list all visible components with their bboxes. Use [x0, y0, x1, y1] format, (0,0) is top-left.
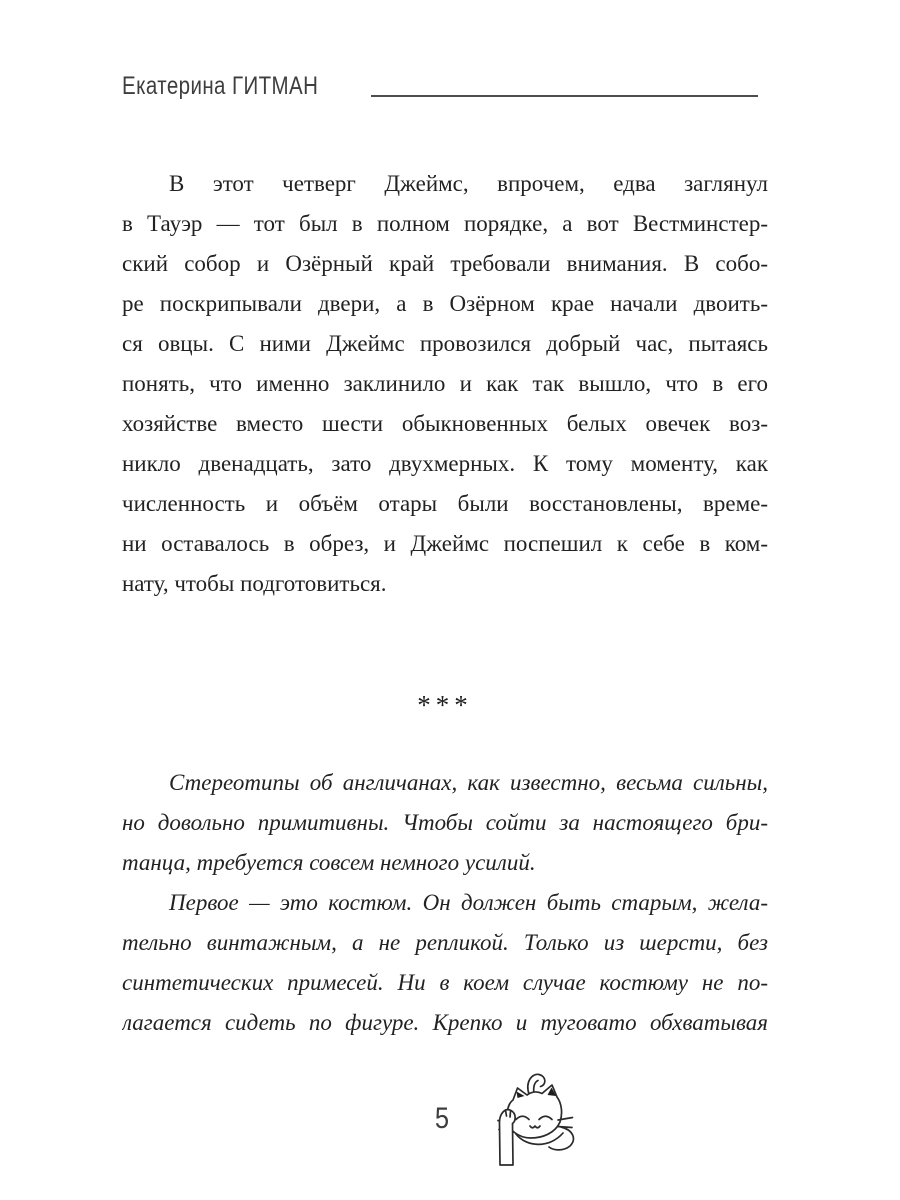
text-line: ре поскрипывали двери, а в Озёрном крае начали двоить-	[122, 291, 768, 316]
page-header	[122, 72, 758, 101]
cat-tail	[528, 1074, 545, 1094]
lucky-cat-icon	[486, 1070, 600, 1172]
paragraph-italic-1	[122, 763, 768, 883]
text-line: ся овцы. С ними Джеймс провозился добрый час, пытаясь	[122, 331, 768, 356]
paragraph-italic-2	[122, 883, 768, 1043]
text-line: в Тауэр — тот был в полном порядке, а вот Вестминстер-	[122, 211, 768, 236]
text-line: никло двенадцать, зато двухмерных. К тому моменту, как	[122, 451, 768, 476]
text-line: численность и объём отары были восстановлены, време-	[122, 491, 768, 516]
header-rule	[371, 95, 758, 97]
text-line: тельно винтажным, а не репликой. Только из шерсти, без	[122, 930, 768, 955]
text-line: Первое — это костюм. Он должен быть старым, жела-	[169, 890, 768, 915]
text-line: нату, чтобы подготовиться.	[122, 571, 387, 596]
text-line: хозяйстве вместо шести обыкновенных белых овечек воз-	[122, 411, 768, 436]
text-line: понять, что именно заклинило и как так вышло, что в его	[122, 371, 768, 396]
cat-paw	[499, 1110, 515, 1165]
page-number: 5	[434, 1102, 450, 1135]
author-name: Екатерина ГИТМАН	[122, 72, 319, 100]
text-line: ни оставалось в обрез, и Джеймс поспешил к себе в ком-	[122, 531, 768, 556]
text-line: лагается сидеть по фигуре. Крепко и туговато обхватывая	[122, 1010, 768, 1035]
text-line: но довольно примитивны. Чтобы сойти за настоящего бри-	[122, 810, 768, 835]
text-line: синтетических примесей. Ни в коем случае костюму не по-	[122, 970, 768, 995]
paragraph-main	[122, 164, 768, 604]
text-line: Стереотипы об англичанах, как известно, весьма сильны,	[169, 770, 768, 795]
text-line: танца, требуется совсем немного усилий.	[122, 850, 536, 875]
section-separator: ***	[417, 690, 473, 720]
text-line: В этот четверг Джеймс, впрочем, едва заглянул	[169, 171, 768, 196]
text-line: ский собор и Озёрный край требовали внимания. В собо-	[122, 251, 768, 276]
